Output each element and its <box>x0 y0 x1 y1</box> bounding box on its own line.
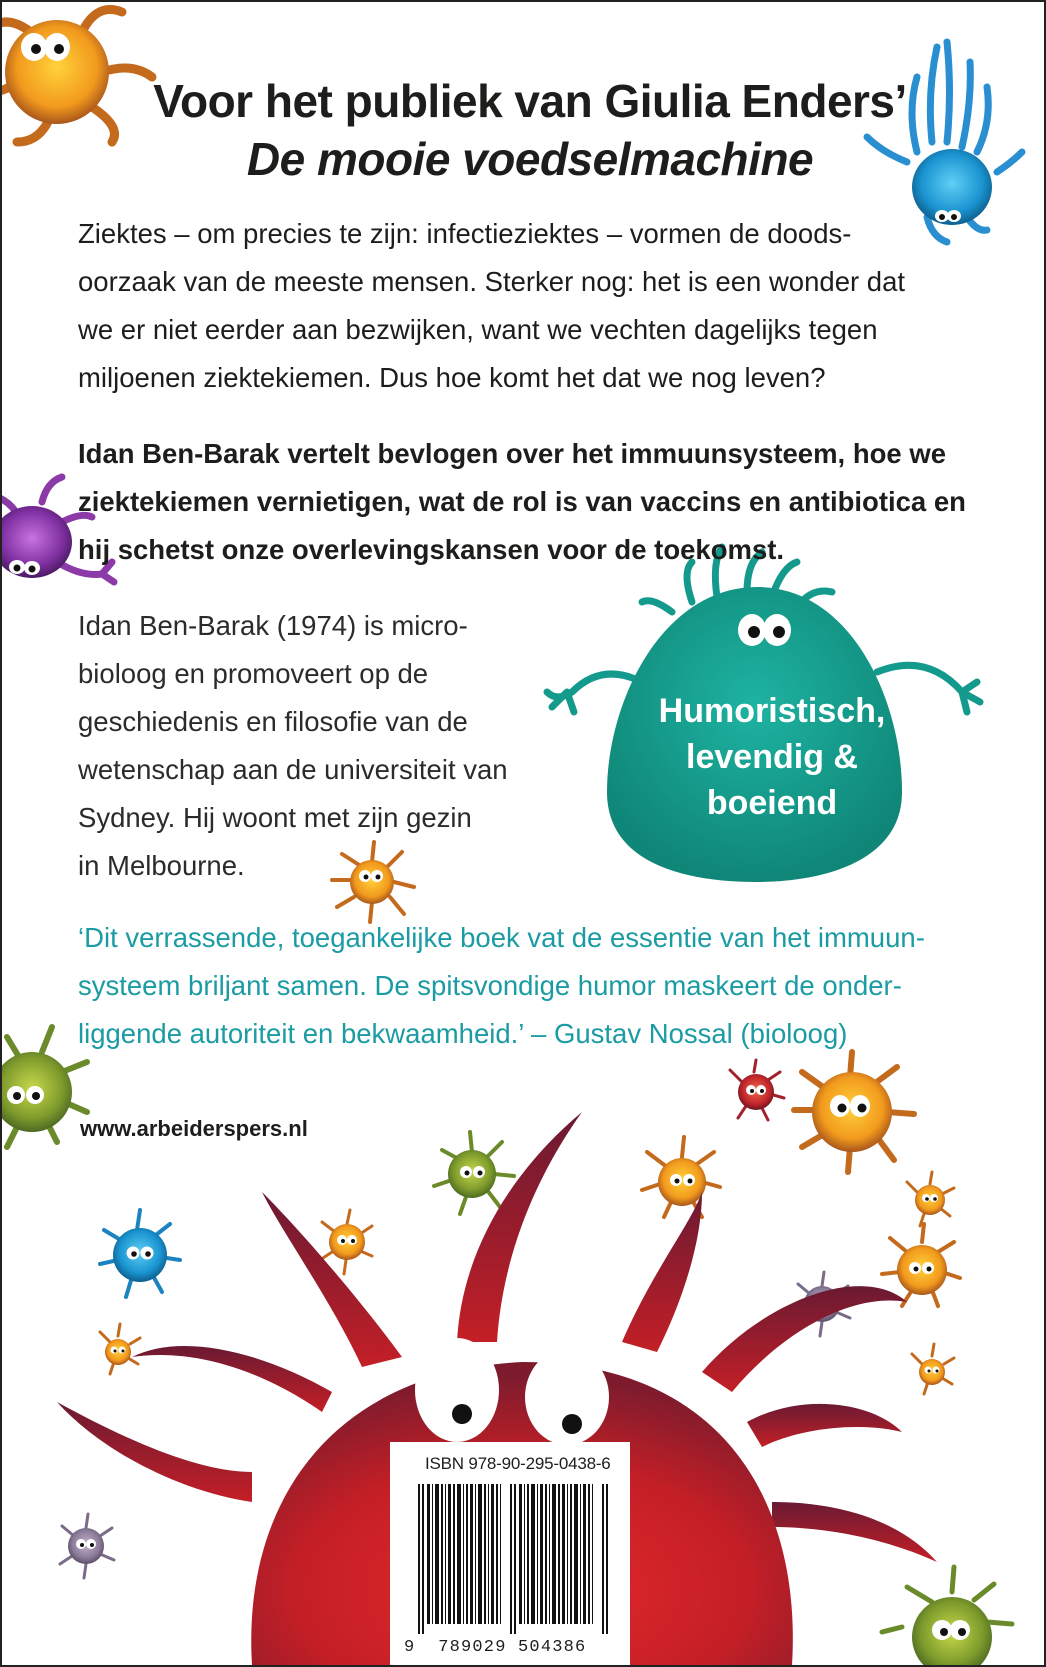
badge-line: Humoristisch, <box>658 692 886 730</box>
author-bio <box>78 602 548 890</box>
ean-digits: 9 789029 504386 <box>404 1638 587 1657</box>
publisher-website-link[interactable]: www.arbeiderspers.nl <box>80 1116 308 1141</box>
quote-line: systeem briljant samen. De spitsvondige humor maskeert de onder- <box>78 970 902 1001</box>
blurb-bold-line: Idan Ben-Barak vertelt bevlogen over het immuunsysteem, hoe we <box>78 438 947 469</box>
quote-line: ‘Dit verrassende, toegankelijke boek vat de essentie van het immuun- <box>78 922 925 953</box>
blurb-line: Ziektes – om precies te zijn: infectieziektes – vormen de doods- <box>78 218 852 249</box>
headline <box>150 72 910 188</box>
isbn-label: ISBN 978-90-295-0438-6 <box>425 1454 611 1473</box>
orange-germ-top-left <box>2 10 152 143</box>
isbn-barcode-box <box>390 1442 630 1667</box>
review-quote <box>78 914 978 1058</box>
headline-line-1: Voor het publiek van Giulia Enders’ <box>153 75 907 127</box>
blurb-line: oorzaak van de meeste mensen. Sterker nog: het is een wonder dat <box>78 266 906 297</box>
author-bio-line: Idan Ben-Barak (1974) is micro- <box>78 610 468 641</box>
badge-line: levendig & <box>686 738 858 776</box>
blurb-paragraph <box>78 210 938 402</box>
quote-line: liggende autoriteit en bekwaamheid.’ – Gustav Nossal (bioloog) <box>78 1018 848 1049</box>
blurb-line: we er niet eerder aan bezwijken, want we vechten dagelijks tegen <box>78 314 878 345</box>
barcode <box>418 1484 608 1634</box>
badge-line: boeiend <box>706 784 838 822</box>
blurb-bold-line: ziektekiemen vernietigen, wat de rol is van vaccins en antibiotica en <box>78 486 966 517</box>
blurb-line: miljoenen ziektekiemen. Dus hoe komt het dat we nog leven? <box>78 362 826 393</box>
author-bio-line: geschiedenis en filosofie van de <box>78 706 468 737</box>
author-bio-line: Sydney. Hij woont met zijn gezin <box>78 802 472 833</box>
author-bio-line: in Melbourne. <box>78 850 245 881</box>
author-bio-line: wetenschap aan de universiteit van <box>78 754 508 785</box>
headline-line-2-book-title: De mooie voedselmachine <box>246 133 814 185</box>
author-bio-line: bioloog en promoveert op de <box>78 658 429 689</box>
blurb-bold-line: hij schetst onze overlevingskansen voor de toekomst. <box>78 534 785 565</box>
badge-text <box>642 688 902 826</box>
blurb-bold-paragraph <box>78 430 978 574</box>
green-germ-left-edge <box>2 1027 87 1147</box>
